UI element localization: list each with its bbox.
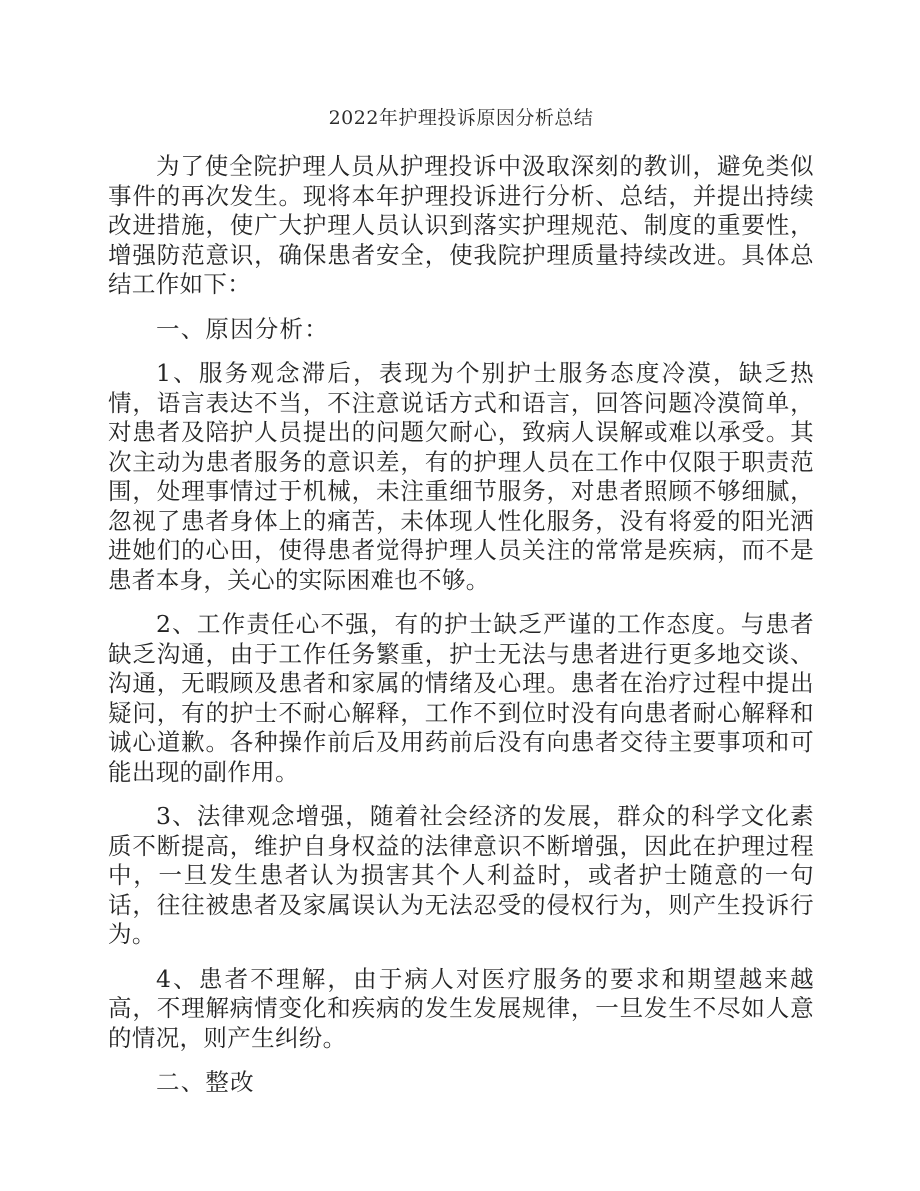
section-heading-cause-analysis: 一、原因分析： — [156, 314, 329, 343]
paragraph-cause-1: 1、服务观念滞后，表现为个别护士服务态度冷漠，缺乏热情，语言表达不当，不注意说话方式和语言，回答问题冷漠简单，对患者及陪护人员提出的问题欠耐心，致病人误解或难以承受。其次主动为患者服务的意识差，有的护理人员在工作中仅限于职责范围，处理事情过于机械，未注重细节服务，对患者照顾不够细腻，忽视了患者身体上的痛苦，未体现人性化服务，没有将爱的阳光洒进她们的心田，使得患者觉得护理人员关注的常常是疾病，而不是患者本身，关心的实际困难也不够。 — [108, 359, 814, 594]
paragraph-cause-2: 2、工作责任心不强，有的护士缺乏严谨的工作态度。与患者缺乏沟通，由于工作任务繁重，护士无法与患者进行更多地交谈、沟通，无暇顾及患者和家属的情绪及心理。患者在治疗过程中提出疑问，有的护士不耐心解释，工作不到位时没有向患者耐心解释和诚心道歉。各种操作前后及用药前后没有向患者交待主要事项和可能出现的副作用。 — [108, 610, 814, 786]
paragraph-intro: 为了使全院护理人员从护理投诉中汲取深刻的教训，避免类似事件的再次发生。现将本年护理投诉进行分析、总结，并提出持续改进措施，使广大护理人员认识到落实护理规范、制度的重要性，增强防范意识，确保患者安全，使我院护理质量持续改进。具体总结工作如下： — [108, 152, 814, 298]
paragraph-cause-4: 4、患者不理解，由于病人对医疗服务的要求和期望越来越高，不理解病情变化和疾病的发生发展规律，一旦发生不尽如人意的情况，则产生纠纷。 — [108, 964, 814, 1052]
document-body — [108, 0, 814, 1098]
page-title: 2022年护理投诉原因分析总结 — [328, 107, 594, 129]
section-heading-rectification: 二、整改 — [156, 1068, 255, 1096]
paragraph-cause-3: 3、法律观念增强，随着社会经济的发展，群众的科学文化素质不断提高，维护自身权益的法律意识不断增强，因此在护理过程中，一旦发生患者认为损害其个人利益时，或者护士随意的一句话，往往被患者及家属误认为无法忍受的侵权行为，则产生投诉行为。 — [108, 802, 814, 948]
